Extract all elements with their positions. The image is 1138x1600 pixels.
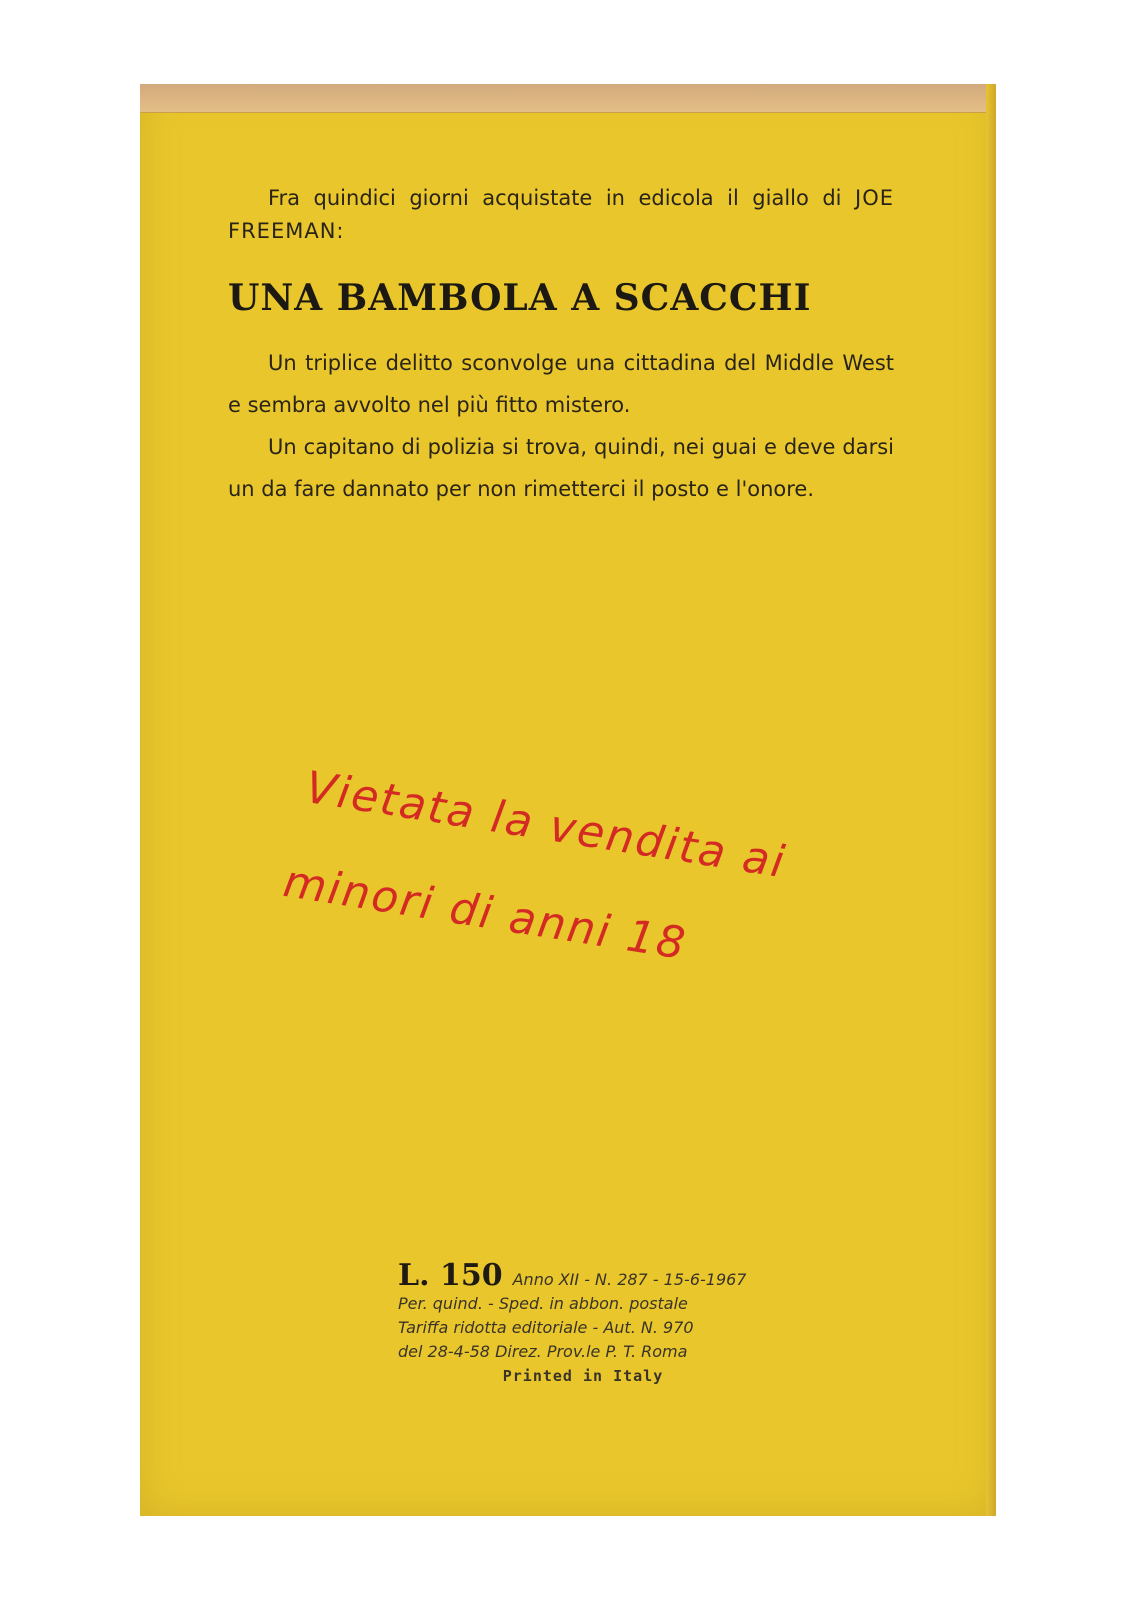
synopsis-paragraph-2: Un capitano di polizia si trova, quindi, nei guai e deve darsi un da fare dannato per non rimetterci il posto e l'onore.	[228, 435, 894, 501]
intro-text: Fra quindici giorni acquistate in edicola il giallo di	[268, 186, 842, 210]
author-name: JOE FREEMAN:	[228, 186, 894, 243]
cover-spine-edge	[986, 84, 996, 1516]
publication-imprint	[398, 1258, 768, 1388]
price: L. 150	[398, 1258, 503, 1293]
age-warning-line-2: minori di anni 18	[280, 856, 691, 971]
imprint-line-3: Tariffa ridotta editoriale - Aut. N. 970	[398, 1318, 694, 1337]
age-warning-line-1: Vietata la vendita ai	[302, 762, 790, 889]
book-title: UNA BAMBOLA A SCACCHI	[228, 277, 812, 319]
cover-top-edge	[140, 84, 996, 113]
imprint-line-4: del 28-4-58 Direz. Prov.le P. T. Roma	[398, 1342, 688, 1361]
announcement-block	[228, 182, 894, 510]
book-back-cover	[140, 84, 996, 1516]
intro-paragraph	[228, 182, 894, 248]
issue-info: Anno XII - N. 287 - 15-6-1967	[512, 1270, 747, 1289]
synopsis-paragraph-1: Un triplice delitto sconvolge una cittadina del Middle West e sembra avvolto nel più fitto mistero.	[228, 351, 894, 417]
printed-in-italy: Printed in Italy	[502, 1367, 664, 1385]
imprint-line-1	[398, 1258, 768, 1293]
imprint-line-2: Per. quind. - Sped. in abbon. postale	[398, 1294, 688, 1313]
